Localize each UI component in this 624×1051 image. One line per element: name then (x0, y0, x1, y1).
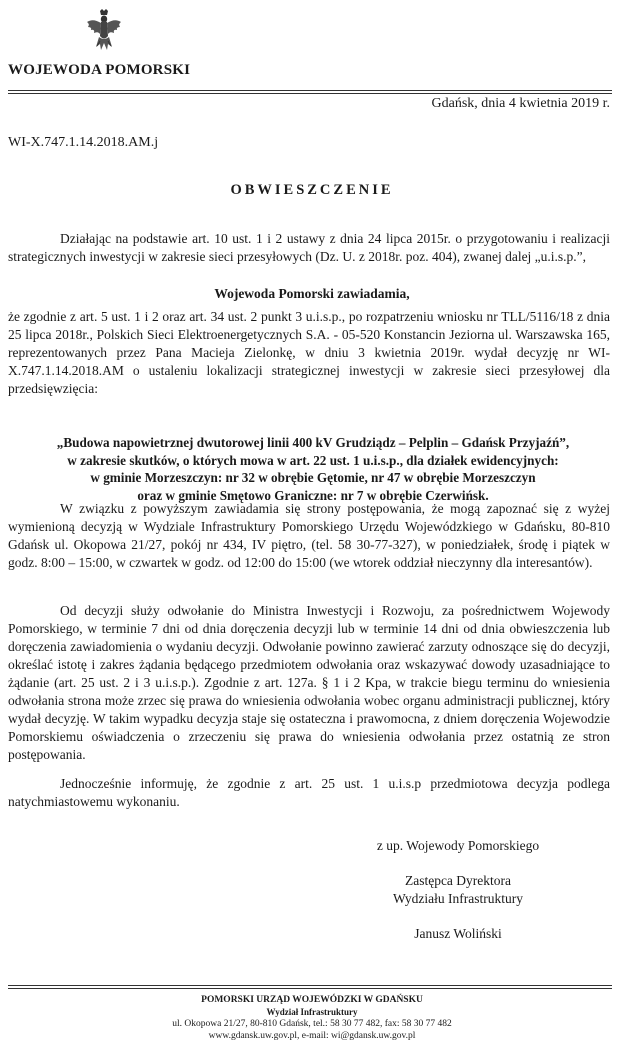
signature-role-line: Wydziału Infrastruktury (392, 891, 524, 906)
header-divider (8, 90, 612, 94)
execution-paragraph: Jednocześnie informuję, że zgodnie z art. 25 ust. 1 u.i.s.p przedmiotowa decyzja podlega natychmiastowemu wykonaniu. (8, 776, 610, 809)
project-line: oraz w gminie Smętowo Graniczne: nr 7 w obrębie Czerwińsk. (137, 487, 489, 503)
document-date: Gdańsk, dnia 4 kwietnia 2019 r. (431, 96, 610, 111)
polish-eagle-emblem (84, 8, 124, 54)
project-description (16, 434, 610, 504)
footer-office: POMORSKI URZĄD WOJEWÓDZKI W GDAŃSKU (201, 995, 423, 1005)
footer-divider (8, 985, 612, 989)
footer (0, 994, 624, 1042)
project-line: „Budowa napowietrznej dwutorowej linii 400 kV Grudziądz – Pelplin – Gdańsk Przyjaźń”, (56, 435, 570, 450)
announcer-heading: Wojewoda Pomorski zawiadamia, (214, 286, 410, 301)
decision-paragraph: że zgodnie z art. 5 ust. 1 i 2 oraz art. 34 ust. 2 punkt 3 u.i.s.p., po rozpatrzeniu wniosku nr TLL/5116/18 z dnia 25 lipca 2018r., Polskich Sieci Elektroenergetycznych S.A. - 05-520 Konstancin Jeziorna ul. Warszawska 165, reprezentowanych przez Pana Macieja Zielonkę, w dniu 3 kwietnia 2019r. wydał decyzję nr WI-X.747.1.14.2018.AM o ustaleniu lokalizacji strategicznej inwestycji w zakresie sieci przesyłowej dla przedsięwzięcia: (8, 309, 610, 396)
signature-on-behalf: z up. Wojewody Pomorskiego (376, 838, 540, 853)
appeal-paragraph: Od decyzji służy odwołanie do Ministra Inwestycji i Rozwoju, za pośrednictwem Wojewody Pomorskiego, w terminie 7 dni od dnia doręczenia decyzji lub w terminie 14 dni od dnia obwieszczenia lub doręczenia zawiadomienia o wydaniu decyzji. Odwołanie powinno zawierać zarzuty odnoszące się do decyzji, określać istotę i zakres żądania będącego przedmiotem odwołania oraz wskazywać dowody uzasadniające to żądanie (art. 25 ust. 2 i 3 u.i.s.p.). Zgodnie z art. 127a. § 1 i 2 Kpa, w trakcie biegu terminu do wniesienia odwołania strona może zrzec się prawa do wniesienia odwołania wobec organu administracji publicznej, który wydał decyzję. W takim wypadku decyzja staje się ostateczna i prawomocna, z dniem doręczenia Wojewodzie Pomorskiemu oświadczenia o zrzeczeniu się prawa do wniesienia odwołania przez ostatnią ze stron postępowania. (8, 603, 610, 762)
footer-department: Wydział Infrastruktury (266, 1007, 358, 1017)
intro-paragraph: Działając na podstawie art. 10 ust. 1 i 2 ustawy z dnia 24 lipca 2015r. o przygotowaniu i realizacji strategicznych inwestycji w zakresie sieci przesyłowych (Dz. U. z 2018r. poz. 404), zwanej dalej „u.i.s.p.”, (8, 231, 610, 264)
footer-address: ul. Okopowa 21/27, 80-810 Gdańsk, tel.: 58 30 77 482, fax: 58 30 77 482 (172, 1019, 452, 1029)
document-title: OBWIESZCZENIE (230, 182, 394, 198)
footer-web: www.gdansk.uw.gov.pl, e-mail: wi@gdansk.uw.gov.pl (208, 1031, 416, 1041)
signatory-name: Janusz Woliński (414, 926, 502, 941)
signature-role (338, 872, 578, 908)
organization-name: WOJEWODA POMORSKI (8, 62, 191, 78)
project-line: w zakresie skutków, o których mowa w art. 22 ust. 1 u.i.s.p., dla działek ewidencyjnych: (67, 452, 559, 468)
project-line: w gminie Morzeszczyn: nr 32 w obrębie Gętomie, nr 47 w obrębie Morzeszczyn (90, 470, 536, 485)
access-paragraph: W związku z powyższym zawiadamia się strony postępowania, że mogą zapoznać się z wyżej wymienioną decyzją w Wydziale Infrastruktury Pomorskiego Urzędu Wojewódzkiego w Gdańsku, 80-810 Gdańsk ul. Okopowa 21/27, pokój nr 434, IV piętro, (tel. 58 30-77-327), w poniedziałek, środę i piątek w godz. 8:00 – 15:00, w czwartek w godz. od 12:00 do 15:00 (we wtorek oddział nieczynny dla interesantów). (8, 501, 610, 570)
signature-role-line: Zastępca Dyrektora (404, 873, 512, 888)
reference-number: WI-X.747.1.14.2018.AM.j (8, 135, 159, 150)
